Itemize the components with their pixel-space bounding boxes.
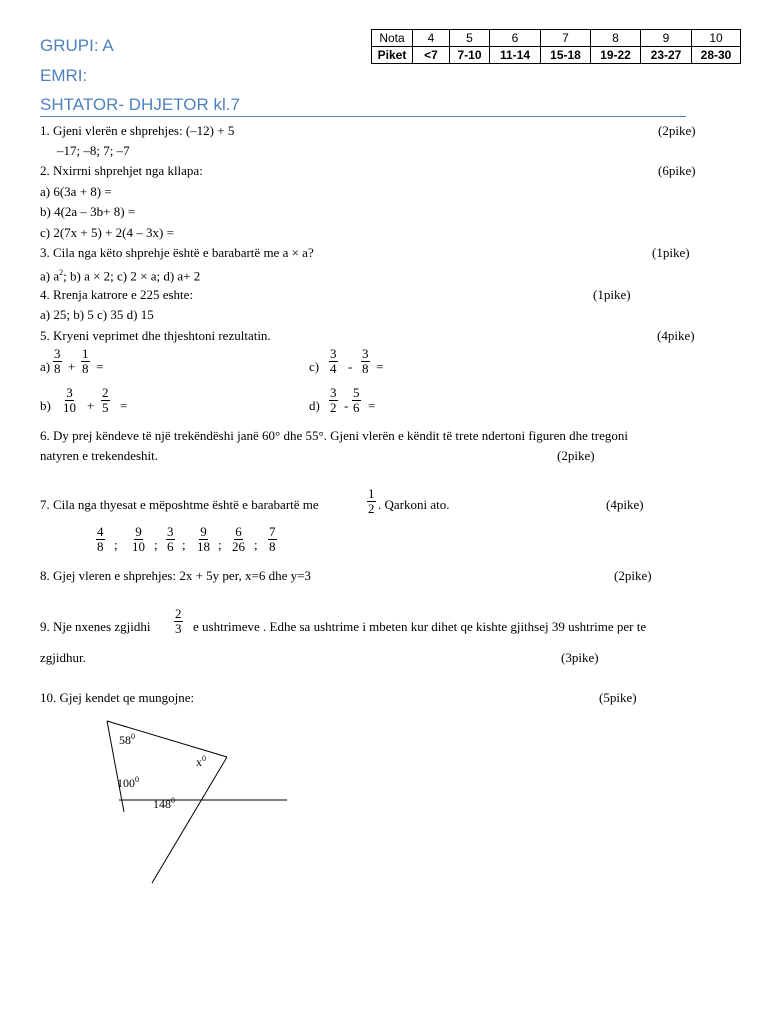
- q7-text-pre: 7. Cila nga thyesat e mëposhtme është e barabartë me: [40, 497, 319, 512]
- q4-points: (1pike): [593, 287, 631, 302]
- q3-option-rest: ; b) a × 2; c) 2 × a; d) a+ 2: [63, 268, 201, 284]
- denominator: 18: [197, 539, 210, 554]
- grade-cell: 4: [413, 30, 450, 47]
- q5-c-label: c): [309, 359, 320, 374]
- separator: ;: [154, 537, 158, 552]
- numerator: 3: [54, 346, 61, 361]
- numerator: 9: [135, 524, 142, 539]
- q9-line2: zgjidhur.: [40, 650, 86, 665]
- angle-value: 148: [153, 797, 171, 811]
- q3-points: (1pike): [652, 245, 690, 260]
- angle-value: 100: [117, 776, 135, 790]
- q7-points: (4pike): [606, 497, 644, 512]
- q8-points: (2pike): [614, 568, 652, 583]
- q3-exponent: 2: [59, 268, 64, 277]
- q3-option-a: a) a: [40, 268, 60, 284]
- degree-mark: 0: [135, 775, 139, 784]
- numerator: 1: [368, 486, 375, 501]
- numerator: 3: [330, 346, 337, 361]
- numerator: 6: [235, 524, 242, 539]
- numerator: 2: [102, 385, 109, 400]
- numerator: 1: [82, 346, 89, 361]
- q3-text: 3. Cila nga këto shprehje është e barabartë me a × a?: [40, 245, 314, 260]
- degree-mark: 0: [171, 796, 175, 805]
- separator: ;: [114, 537, 118, 552]
- q9-points: (3pike): [561, 650, 599, 665]
- denominator: 5: [102, 400, 109, 415]
- denominator: 6: [167, 539, 174, 554]
- q4-text: 4. Rrenja katrore e 225 eshte:: [40, 287, 194, 302]
- numerator: 2: [175, 606, 182, 621]
- numerator: 7: [269, 524, 276, 539]
- denominator: 3: [175, 621, 182, 636]
- numerator: 9: [200, 524, 207, 539]
- q9-text-post: e ushtrimeve . Edhe sa ushtrime i mbeten kur dihet qe kishte gjithsej 39 ushtrime per te: [193, 619, 647, 634]
- denominator: 4: [330, 361, 337, 376]
- grade-cell: 9: [641, 30, 692, 47]
- equals: =: [120, 398, 128, 413]
- points-cell: 28-30: [692, 47, 741, 64]
- q7-text-post: . Qarkoni ato.: [378, 497, 450, 512]
- equals: =: [368, 398, 376, 413]
- separator: ;: [182, 537, 186, 552]
- denominator: 8: [269, 539, 276, 554]
- points-cell: 15-18: [541, 47, 591, 64]
- separator: ;: [218, 537, 222, 552]
- denominator: 6: [353, 400, 360, 415]
- equals: =: [96, 359, 104, 374]
- degree-mark: 0: [131, 732, 135, 741]
- angle-label-58: [119, 729, 135, 748]
- numerator: 3: [330, 385, 337, 400]
- denominator: 8: [82, 361, 89, 376]
- q8-text: 8. Gjej vleren e shprehjes: 2x + 5y per, x=6 dhe y=3: [40, 568, 311, 583]
- q5-points: (4pike): [657, 328, 695, 343]
- grade-cell: 10: [692, 30, 741, 47]
- denominator: 10: [63, 400, 76, 415]
- angle-value: 58: [119, 733, 131, 747]
- angle-label-100: [117, 772, 139, 791]
- angle-label-x: [196, 751, 206, 770]
- q1-points: (2pike): [658, 123, 696, 138]
- points-cell: 11-14: [490, 47, 541, 64]
- denominator: 8: [362, 361, 369, 376]
- degree-mark: 0: [202, 754, 206, 763]
- q6-points: (2pike): [557, 448, 595, 463]
- figure-line: [152, 757, 227, 883]
- numerator: 4: [97, 524, 104, 539]
- points-cell: 19-22: [591, 47, 641, 64]
- q5-text: 5. Kryeni veprimet dhe thjeshtoni rezultatin.: [40, 328, 271, 343]
- q1-options: –17; –8; 7; –7: [57, 143, 130, 158]
- q5-d-label: d): [309, 398, 320, 413]
- period-title: SHTATOR- DHJETOR kl.7: [40, 95, 240, 114]
- operator: +: [68, 359, 76, 374]
- separator: ;: [254, 537, 258, 552]
- grade-cell: 7: [541, 30, 591, 47]
- denominator: 10: [132, 539, 145, 554]
- q1-text: 1. Gjeni vlerën e shprehjes: (–12) + 5: [40, 123, 235, 138]
- numerator: 3: [167, 524, 174, 539]
- q5-a-label: a): [40, 359, 51, 374]
- q6-line1: 6. Dy prej këndeve të një trekëndëshi janë 60° dhe 55°. Gjeni vlerën e këndit të trete ndertoni figuren dhe tregoni: [40, 428, 628, 443]
- group-label: GRUPI: A: [40, 36, 114, 55]
- q2-b: b) 4(2a – 3b+ 8) =: [40, 204, 136, 219]
- denominator: 8: [54, 361, 61, 376]
- q9-text-pre: 9. Nje nxenes zgjidhi: [40, 619, 151, 634]
- q5-b-label: b): [40, 398, 51, 413]
- name-label: EMRI:: [40, 66, 88, 85]
- numerator: 5: [353, 385, 360, 400]
- points-cell: <7: [413, 47, 450, 64]
- q2-points: (6pike): [658, 163, 696, 178]
- q4-options: a) 25; b) 5 c) 35 d) 15: [40, 307, 154, 322]
- denominator: 8: [97, 539, 104, 554]
- angle-label-148: [153, 793, 175, 812]
- q2-a: a) 6(3a + 8) =: [40, 184, 112, 199]
- numerator: 3: [362, 346, 369, 361]
- equals: =: [376, 359, 384, 374]
- denominator: 26: [232, 539, 245, 554]
- operator: +: [87, 398, 95, 413]
- q2-text: 2. Nxirrni shprehjet nga kllapa:: [40, 163, 203, 178]
- points-cell: Piket: [372, 47, 413, 64]
- numerator: 3: [66, 385, 73, 400]
- q2-c: c) 2(7x + 5) + 2(4 – 3x) =: [40, 225, 174, 240]
- denominator: 2: [330, 400, 337, 415]
- points-cell: 23-27: [641, 47, 692, 64]
- angle-value: x: [196, 755, 202, 769]
- grade-cell: 8: [591, 30, 641, 47]
- grade-cell: 5: [450, 30, 490, 47]
- grade-cell: 6: [490, 30, 541, 47]
- grade-cell: Nota: [372, 30, 413, 47]
- q6-line2: natyren e trekendeshit.: [40, 448, 159, 463]
- operator: -: [344, 398, 349, 413]
- q10-points: (5pike): [599, 690, 637, 705]
- q10-text: 10. Gjej kendet qe mungojne:: [40, 690, 195, 705]
- denominator: 2: [368, 501, 375, 516]
- operator: -: [348, 359, 353, 374]
- points-cell: 7-10: [450, 47, 490, 64]
